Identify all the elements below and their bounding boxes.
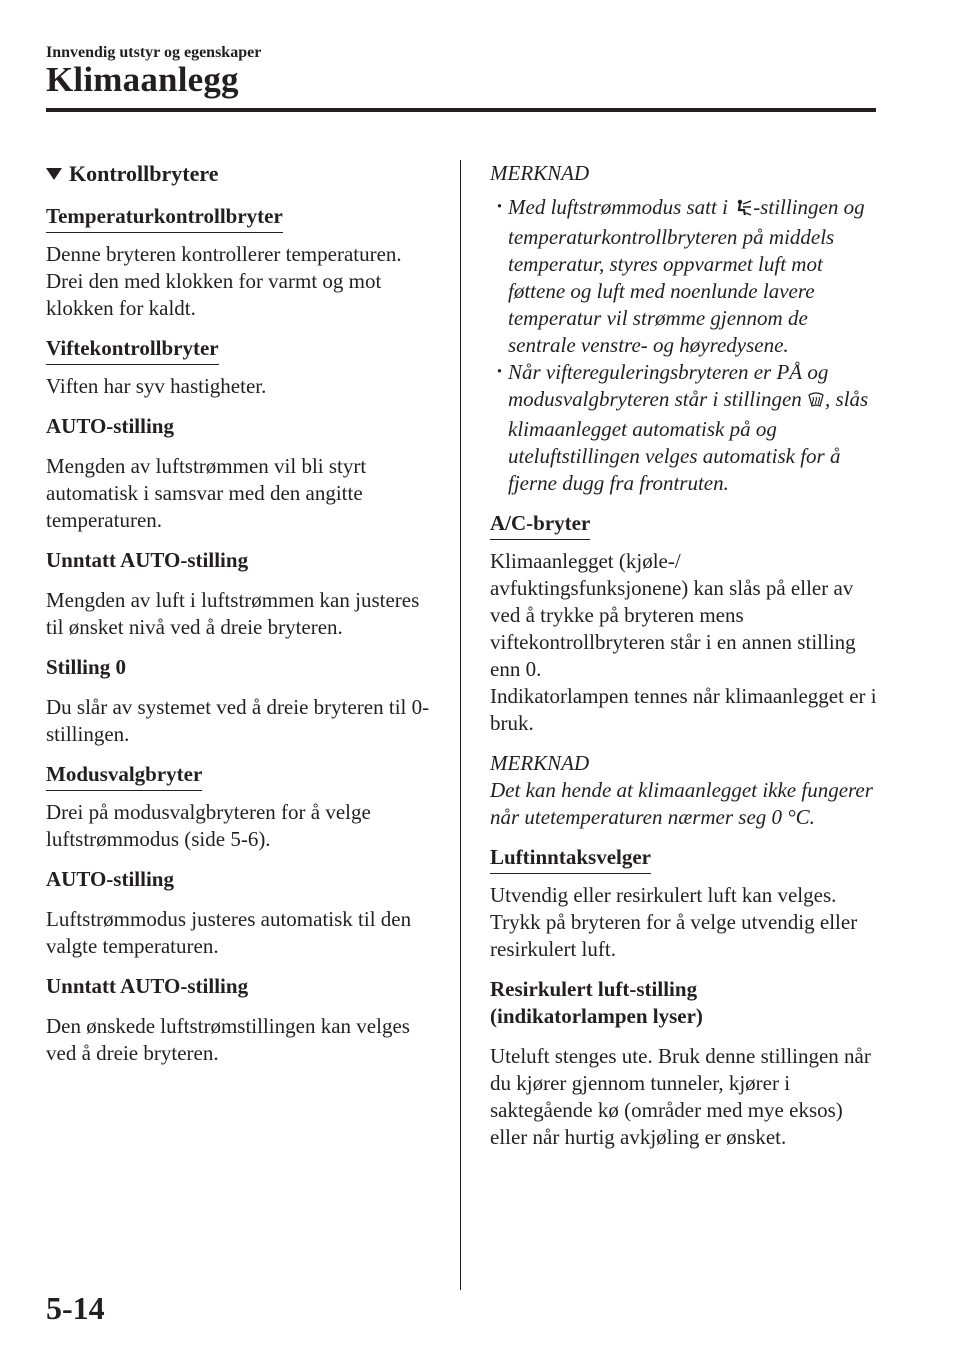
- recirc-label-1: Resirkulert luft-stilling: [490, 977, 698, 1001]
- intake-heading: Luftinntaksvelger: [490, 844, 651, 874]
- note-bullets: [490, 194, 880, 497]
- fan-except-text: Mengden av luft i luftstrømmen kan justeres til ønsket nivå ved å dreie bryteren.: [46, 588, 420, 639]
- temp-text: Denne bryteren kontrollerer temperaturen. Drei den med klokken for varmt og mot klokken for kaldt.: [46, 242, 402, 320]
- fan-heading: Viftekontrollbryter: [46, 335, 219, 365]
- recirc-label-2: (indikatorlampen lyser): [490, 1004, 703, 1028]
- left-column: [46, 160, 436, 1080]
- right-column: [490, 160, 880, 1164]
- note-text-2: Det kan hende at klimaanlegget ikke fungerer når utetemperaturen nærmer seg 0 °C.: [490, 778, 873, 829]
- mode-auto-label: AUTO-stilling: [46, 867, 174, 891]
- ac-text-1: Klimaanlegget (kjøle-/ avfuktingsfunksjonene) kan slås på eller av ved å trykke på bryteren mens viftekontrollbryteren står i en annen stilling enn 0.: [490, 549, 856, 681]
- fan-auto-text: Mengden av luftstrømmen vil bli styrt automatisk i samsvar med den angitte temperaturen.: [46, 454, 367, 532]
- section-title: [46, 160, 436, 187]
- section-title-text: Kontrollbrytere: [69, 161, 219, 186]
- note-label: MERKNAD: [490, 161, 590, 185]
- header-section: Innvendig utstyr og egenskaper: [46, 44, 262, 61]
- fan-auto-label: AUTO-stilling: [46, 414, 174, 438]
- mode-except-text: Den ønskede luftstrømstillingen kan velges ved å dreie bryteren.: [46, 1014, 410, 1065]
- note-bullet: · Med luftstrømmodus satt i -stillingen og temperaturkontrollbryteren på middels temperatur, styres oppvarmet luft mot føttene og luft med noenlunde lavere temperatur vil strømme gjennom de sentrale venstre- og høyredysene.: [490, 194, 880, 359]
- note-bullet: · Når viftereguleringsbryteren er PÅ og modusvalgbryteren står i stillingen , slås klimaanlegget automatisk på og uteluftstillingen velges automatisk for å fjerne dugg fra frontruten.: [490, 359, 880, 497]
- fan-zero-text: Du slår av systemet ved å dreie bryteren til 0-stillingen.: [46, 695, 430, 746]
- mode-heading: Modusvalgbryter: [46, 761, 202, 791]
- fan-zero-label: Stilling 0: [46, 655, 126, 679]
- ac-text-2: Indikatorlampen tennes når klimaanlegget er i bruk.: [490, 684, 877, 735]
- note-label-2: MERKNAD: [490, 751, 590, 775]
- mode-auto-text: Luftstrømmodus justeres automatisk til den valgte temperaturen.: [46, 907, 412, 958]
- page-title: Klimaanlegg: [46, 60, 239, 99]
- windshield-defrost-icon: [807, 389, 825, 416]
- column-divider: [460, 160, 461, 1290]
- fan-except-label: Unntatt AUTO-stilling: [46, 548, 249, 572]
- feet-face-airflow-icon: [733, 197, 753, 224]
- mode-except-label: Unntatt AUTO-stilling: [46, 974, 249, 998]
- recirc-text: Uteluft stenges ute. Bruk denne stillingen når du kjører gjennom tunneler, kjører i saktegående kø (områder med mye eksos) eller når hurtig avkjøling er ønsket.: [490, 1044, 871, 1149]
- mode-text: Drei på modusvalgbryteren for å velge luftstrømmodus (side 5-6).: [46, 800, 371, 851]
- temp-heading: Temperaturkontrollbryter: [46, 203, 283, 233]
- intake-text: Utvendig eller resirkulert luft kan velges. Trykk på bryteren for å velge utvendig eller resirkulert luft.: [490, 883, 858, 961]
- fan-text: Viften har syv hastigheter.: [46, 374, 267, 398]
- header-rule: [46, 108, 876, 112]
- triangle-down-icon: [46, 168, 62, 180]
- page-number: 5-14: [46, 1290, 105, 1326]
- ac-heading: A/C-bryter: [490, 510, 590, 540]
